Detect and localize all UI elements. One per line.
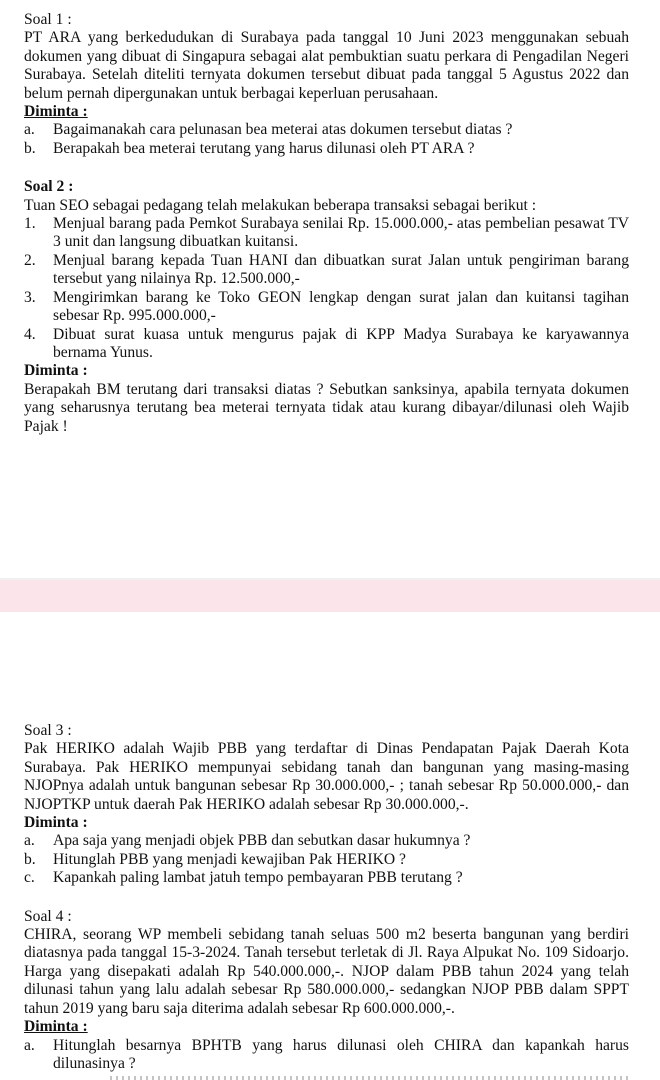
soal-3-question-list	[24, 832, 629, 887]
soal-2	[24, 178, 629, 436]
soal-3	[24, 722, 629, 888]
soal-1-title: Soal 1 :	[24, 11, 72, 28]
soal-2-item-2: 2. Menjual barang kepada Tuan HANI dan dibuatkan surat Jalan untuk pengiriman barang tersebut yang nilainya Rp. 12.500.000,-	[24, 251, 629, 288]
soal-4-question-a: a. Hitunglah besarnya BPHTB yang harus dilunasi oleh CHIRA dan kapankah harus dilunasinya ?	[24, 1036, 629, 1072]
page-break-band	[0, 578, 660, 612]
soal-1-body: PT ARA yang berkedudukan di Surabaya pada tanggal 10 Juni 2023 menggunakan sebuah dokumen yang dibuat di Singapura sebagai alat pembuktian suatu perkara di Pengadilan Negeri Surabaya. Setelah diteliti ternyata dokumen tersebut dibuat pada tanggal 5 Agustus 2022 dan belum pernah dipergunakan untuk berbagai keperluan perusahaan.	[24, 29, 629, 102]
page-top-section	[24, 11, 629, 436]
cut-off-text-line	[110, 1076, 630, 1080]
soal-2-title: Soal 2 :	[24, 178, 74, 196]
soal-3-diminta-heading: Diminta :	[24, 814, 88, 832]
soal-1-question-b: b. Berapakah bea meterai terutang yang harus dilunasi oleh PT ARA ?	[24, 139, 475, 157]
soal-4	[24, 908, 629, 1074]
soal-2-item-1: 1. Menjual barang pada Pemkot Surabaya senilai Rp. 15.000.000,- atas pembelian pesawat TV 3 unit dan langsung dibuatkan kuitansi.	[24, 215, 629, 251]
soal-2-item-4: 4. Dibuat surat kuasa untuk mengurus pajak di KPP Madya Surabaya ke karyawannya bernama Yunus.	[24, 325, 629, 361]
soal-1	[24, 11, 629, 158]
soal-3-question-b: b. Hitunglah PBB yang menjadi kewajiban Pak HERIKO ?	[24, 850, 406, 868]
soal-2-transaction-list	[24, 215, 629, 362]
soal-4-diminta-heading: Diminta :	[24, 1018, 88, 1036]
page-bottom-section	[24, 722, 629, 1073]
soal-4-body: CHIRA, seorang WP membeli sebidang tanah seluas 500 m2 beserta bangunan yang berdiri diatasnya pada tanggal 15-3-2024. Tanah tersebut terletak di Jl. Raya Alpukat No. 109 Sidoarjo. Harga yang disepakati adalah Rp 540.000.000,-. NJOP dalam PBB tahun 2024 yang telah dilunasi tahun yang lalu adalah sebesar Rp 580.000.000,- sedangkan NJOP PBB dalam SPPT tahun 2019 yang baru saja diterima adalah sebesar Rp 600.000.000,-.	[24, 926, 629, 1017]
soal-3-title: Soal 3 :	[24, 722, 72, 739]
soal-4-title: Soal 4 :	[24, 907, 72, 925]
soal-2-intro: Tuan SEO sebagai pedagang telah melakukan beberapa transaksi sebagai berikut :	[24, 196, 537, 214]
soal-2-question: Berapakah BM terutang dari transaksi diatas ? Sebutkan sanksinya, apabila ternyata dokumen yang seharusnya terutang bea meterai ternyata tidak atau kurang dibayar/dilunasi oleh Wajib Pajak !	[24, 380, 629, 435]
soal-1-question-list	[24, 121, 629, 158]
soal-4-question-list	[24, 1037, 629, 1074]
soal-2-diminta-heading: Diminta :	[24, 362, 88, 380]
soal-1-diminta-heading: Diminta :	[24, 103, 88, 121]
soal-3-question-c: c. Kapankah paling lambat jatuh tempo pembayaran PBB terutang ?	[24, 869, 463, 887]
soal-3-question-a: a. Apa saja yang menjadi objek PBB dan sebutkan dasar hukumnya ?	[24, 832, 471, 850]
soal-3-body: Pak HERIKO adalah Wajib PBB yang terdaftar di Dinas Pendapatan Pajak Daerah Kota Surabaya. Pak HERIKO mempunyai sebidang tanah dan bangunan yang masing-masing NJOPnya adalah untuk bangunan sebesar Rp 30.000.000,- ; tanah sebesar Rp 50.000.000,- dan NJOPTKP untuk daerah Pak HERIKO adalah sebesar Rp 30.000.000,-.	[24, 740, 629, 813]
soal-2-item-3: 3. Mengirimkan barang ke Toko GEON lengkap dengan surat jalan dan kuitansi tagihan sebesar Rp. 995.000.000,-	[24, 288, 629, 325]
soal-1-question-a: a. Bagaimanakah cara pelunasan bea meterai atas dokumen tersebut diatas ?	[24, 121, 513, 139]
